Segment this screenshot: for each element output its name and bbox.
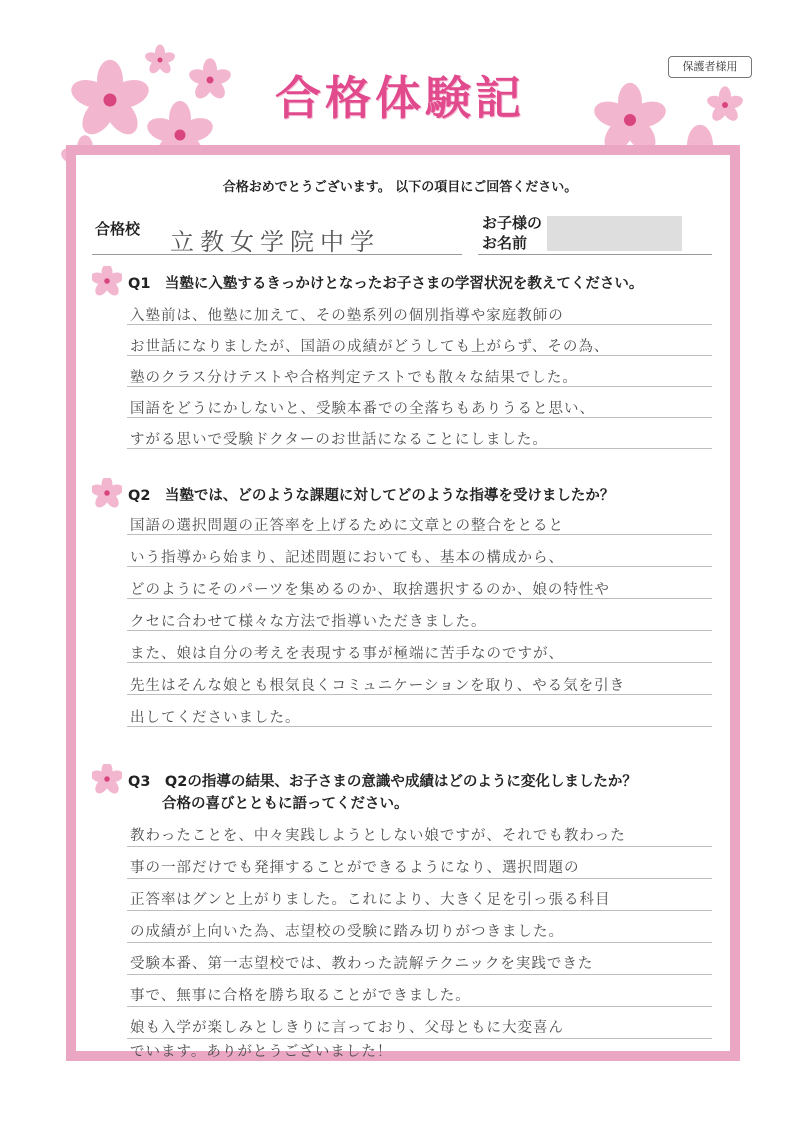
q2-answer-line: いう指導から始まり、記述問題においても、基本の構成から、	[130, 550, 564, 566]
q2-answer-line: 出してくださいました。	[130, 710, 301, 726]
q3-question: Q3 Q2の指導の結果、お子さまの意識や成績はどのように変化しましたか？	[128, 774, 637, 790]
q1-answer-line: 入塾前は、他塾に加えて、その塾系列の個別指導や家庭教師の	[130, 308, 564, 324]
school-label: 合格校	[95, 220, 141, 238]
child-name-underline	[478, 254, 712, 255]
q3-answer-line: でいます。ありがとうございました！	[130, 1044, 393, 1060]
q3-answer-line: 受験本番、第一志望校では、教わった読解テクニックを実践できた	[130, 956, 594, 972]
child-label-line-2: お名前	[482, 234, 528, 252]
q2-answer-line: 国語の選択問題の正答率を上げるために文章との整合をとると	[130, 518, 564, 534]
q1-question: Q1 当塾に入塾するきっかけとなったお子さまの学習状況を教えてください。	[128, 276, 644, 292]
q2-answer-line: 先生はそんな娘とも根気良くコミュニケーションを取り、やる気を引き	[130, 678, 626, 694]
q1-answer-line: お世話になりましたが、国語の成績がどうしても上がらず、その為、	[130, 339, 610, 355]
q1-answer-line: 国語をどうにかしないと、受験本番での全落ちもありうると思い、	[130, 401, 595, 417]
q3-answer-line: 事の一部だけでも発揮することができるようになり、選択問題の	[130, 860, 580, 876]
sakura-bullet-icon	[92, 478, 122, 508]
page-title: 合格体験記	[275, 71, 525, 125]
q2-answer-line: また、娘は自分の考えを表現する事が極端に苦手なのですが、	[130, 646, 564, 662]
q3-question-line-2: 合格の喜びとともに語ってください。	[162, 796, 409, 812]
q3-answer-line: 教わったことを、中々実践しようとしない娘ですが、それでも教わった	[130, 828, 626, 844]
q2-question: Q2 当塾では、どのような課題に対してどのような指導を受けましたか？	[128, 488, 615, 504]
q3-answer-line: 娘も入学が楽しみとしきりに言っており、父母ともに大変喜ん	[130, 1020, 564, 1036]
q1-answer-line: 塾のクラス分けテストや合格判定テストでも散々な結果でした。	[130, 370, 578, 386]
child-name-redacted	[547, 216, 682, 251]
school-underline	[92, 254, 462, 255]
intro-text: 合格おめでとうございます。 以下の項目にご回答ください。	[222, 180, 578, 195]
child-label-line-1: お子様の	[482, 214, 543, 232]
q2-answer-line: クセに合わせて様々な方法で指導いただきました。	[130, 614, 487, 630]
q1-answer-line: すがる思いで受験ドクターのお世話になることにしました。	[130, 432, 548, 448]
sakura-bullet-icon	[92, 764, 122, 794]
sakura-bullet-icon	[92, 266, 122, 296]
audience-badge: 保護者様用	[668, 56, 752, 78]
q3-answer-line: 正答率はグンと上がりました。これにより、大きく足を引っ張る科目	[130, 892, 611, 908]
q2-answer-line: どのようにそのパーツを集めるのか、取捨選択するのか、娘の特性や	[130, 582, 610, 598]
q3-answer-line: の成績が上向いた為、志望校の受験に踏み切りがつきました。	[130, 924, 564, 940]
school-value: 立教女学院中学	[170, 228, 380, 256]
q3-answer-line: 事で、無事に合格を勝ち取ることができました。	[130, 988, 471, 1004]
